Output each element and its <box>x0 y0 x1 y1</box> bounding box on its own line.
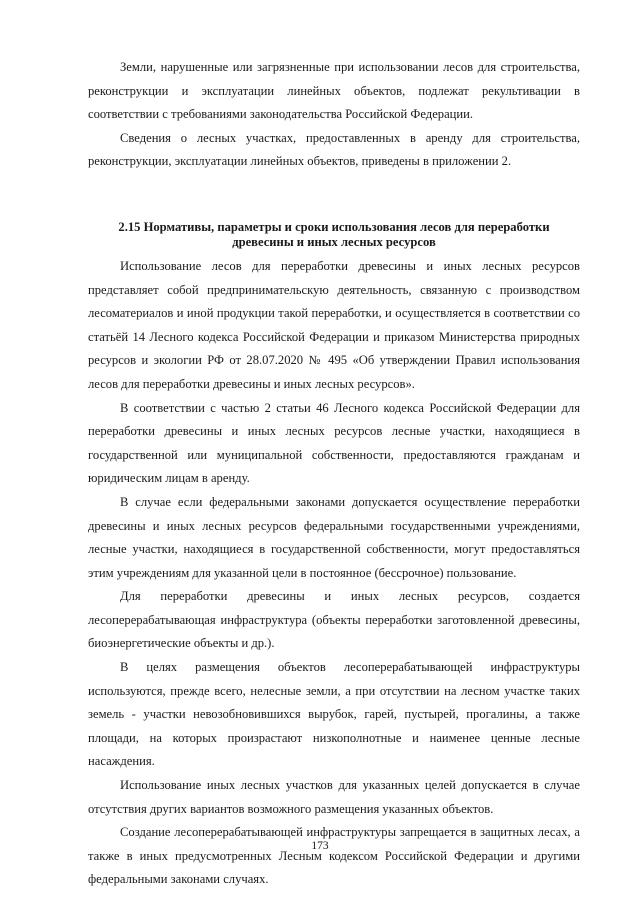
section-heading-line-1: 2.15 Нормативы, параметры и сроки использования лесов для переработки <box>118 219 550 234</box>
paragraph-recultivation: Земли, нарушенные или загрязненные при использовании лесов для строительства, реконструкции и эксплуатации линейных объектов, подлежат рекультивации в соответствии с требованиями законодательства Российской Федерации. <box>88 60 580 122</box>
section-heading <box>88 220 580 251</box>
document-page <box>88 56 580 892</box>
paragraph-4: Для переработки древесины и иных лесных ресурсов, создается лесоперерабатывающая инфраструктура (объекты переработки заготовленной древесины, биоэнергетические объекты и др.). <box>88 589 580 651</box>
page-number: 173 <box>311 840 329 852</box>
paragraph-1: Использование лесов для переработки древесины и иных лесных ресурсов представляет собой предпринимательскую деятельность, связанную с производством лесоматериалов и иной продукции такой переработки, и осуществляется в соответствии со статьёй 14 Лесного кодекса Российской Федерации и приказом Министерства природных ресурсов и экологии РФ от 28.07.2020 № 495 «Об утверждении Правил использования лесов для переработки древесины и иных лесных ресурсов». <box>88 258 580 391</box>
paragraph-2: В соответствии с частью 2 статьи 46 Лесного кодекса Российской Федерации для переработки древесины и иных лесных ресурсов лесные участки, находящиеся в государственной или муниципальной собственности, предоставляются гражданам и юридическим лицам в аренду. <box>88 400 580 486</box>
paragraph-6: Использование иных лесных участков для указанных целей допускается в случае отсутствия других вариантов возможного размещения указанных объектов. <box>88 778 580 816</box>
section-heading-line-2: древесины и иных лесных ресурсов <box>232 235 436 250</box>
paragraph-3: В случае если федеральными законами допускается осуществление переработки древесины и иных лесных ресурсов федеральными государственными учреждениями, лесные участки, находящиеся в государственной собственности, могут предоставляться этим учреждениям для указанной цели в постоянное (бессрочное) пользование. <box>88 494 580 580</box>
paragraph-appendix-reference: Сведения о лесных участках, предоставленных в аренду для строительства, реконструкции, эксплуатации линейных объектов, приведены в приложении 2. <box>88 130 580 169</box>
paragraph-5: В целях размещения объектов лесоперерабатывающей инфраструктуры используются, прежде всего, нелесные земли, а при отсутствии на лесном участке таких земель - участки невозобновившихся вырубок, гарей, пустырей, прогалины, а также площади, на которых произрастают низкополнотные и наименее ценные лесные насаждения. <box>88 660 580 769</box>
paragraph-7: Создание лесоперерабатывающей инфраструктуры запрещается в защитных лесах, а также в иных предусмотренных Лесным кодексом Российской Федерации и другими федеральными законами случаях. <box>88 825 580 887</box>
